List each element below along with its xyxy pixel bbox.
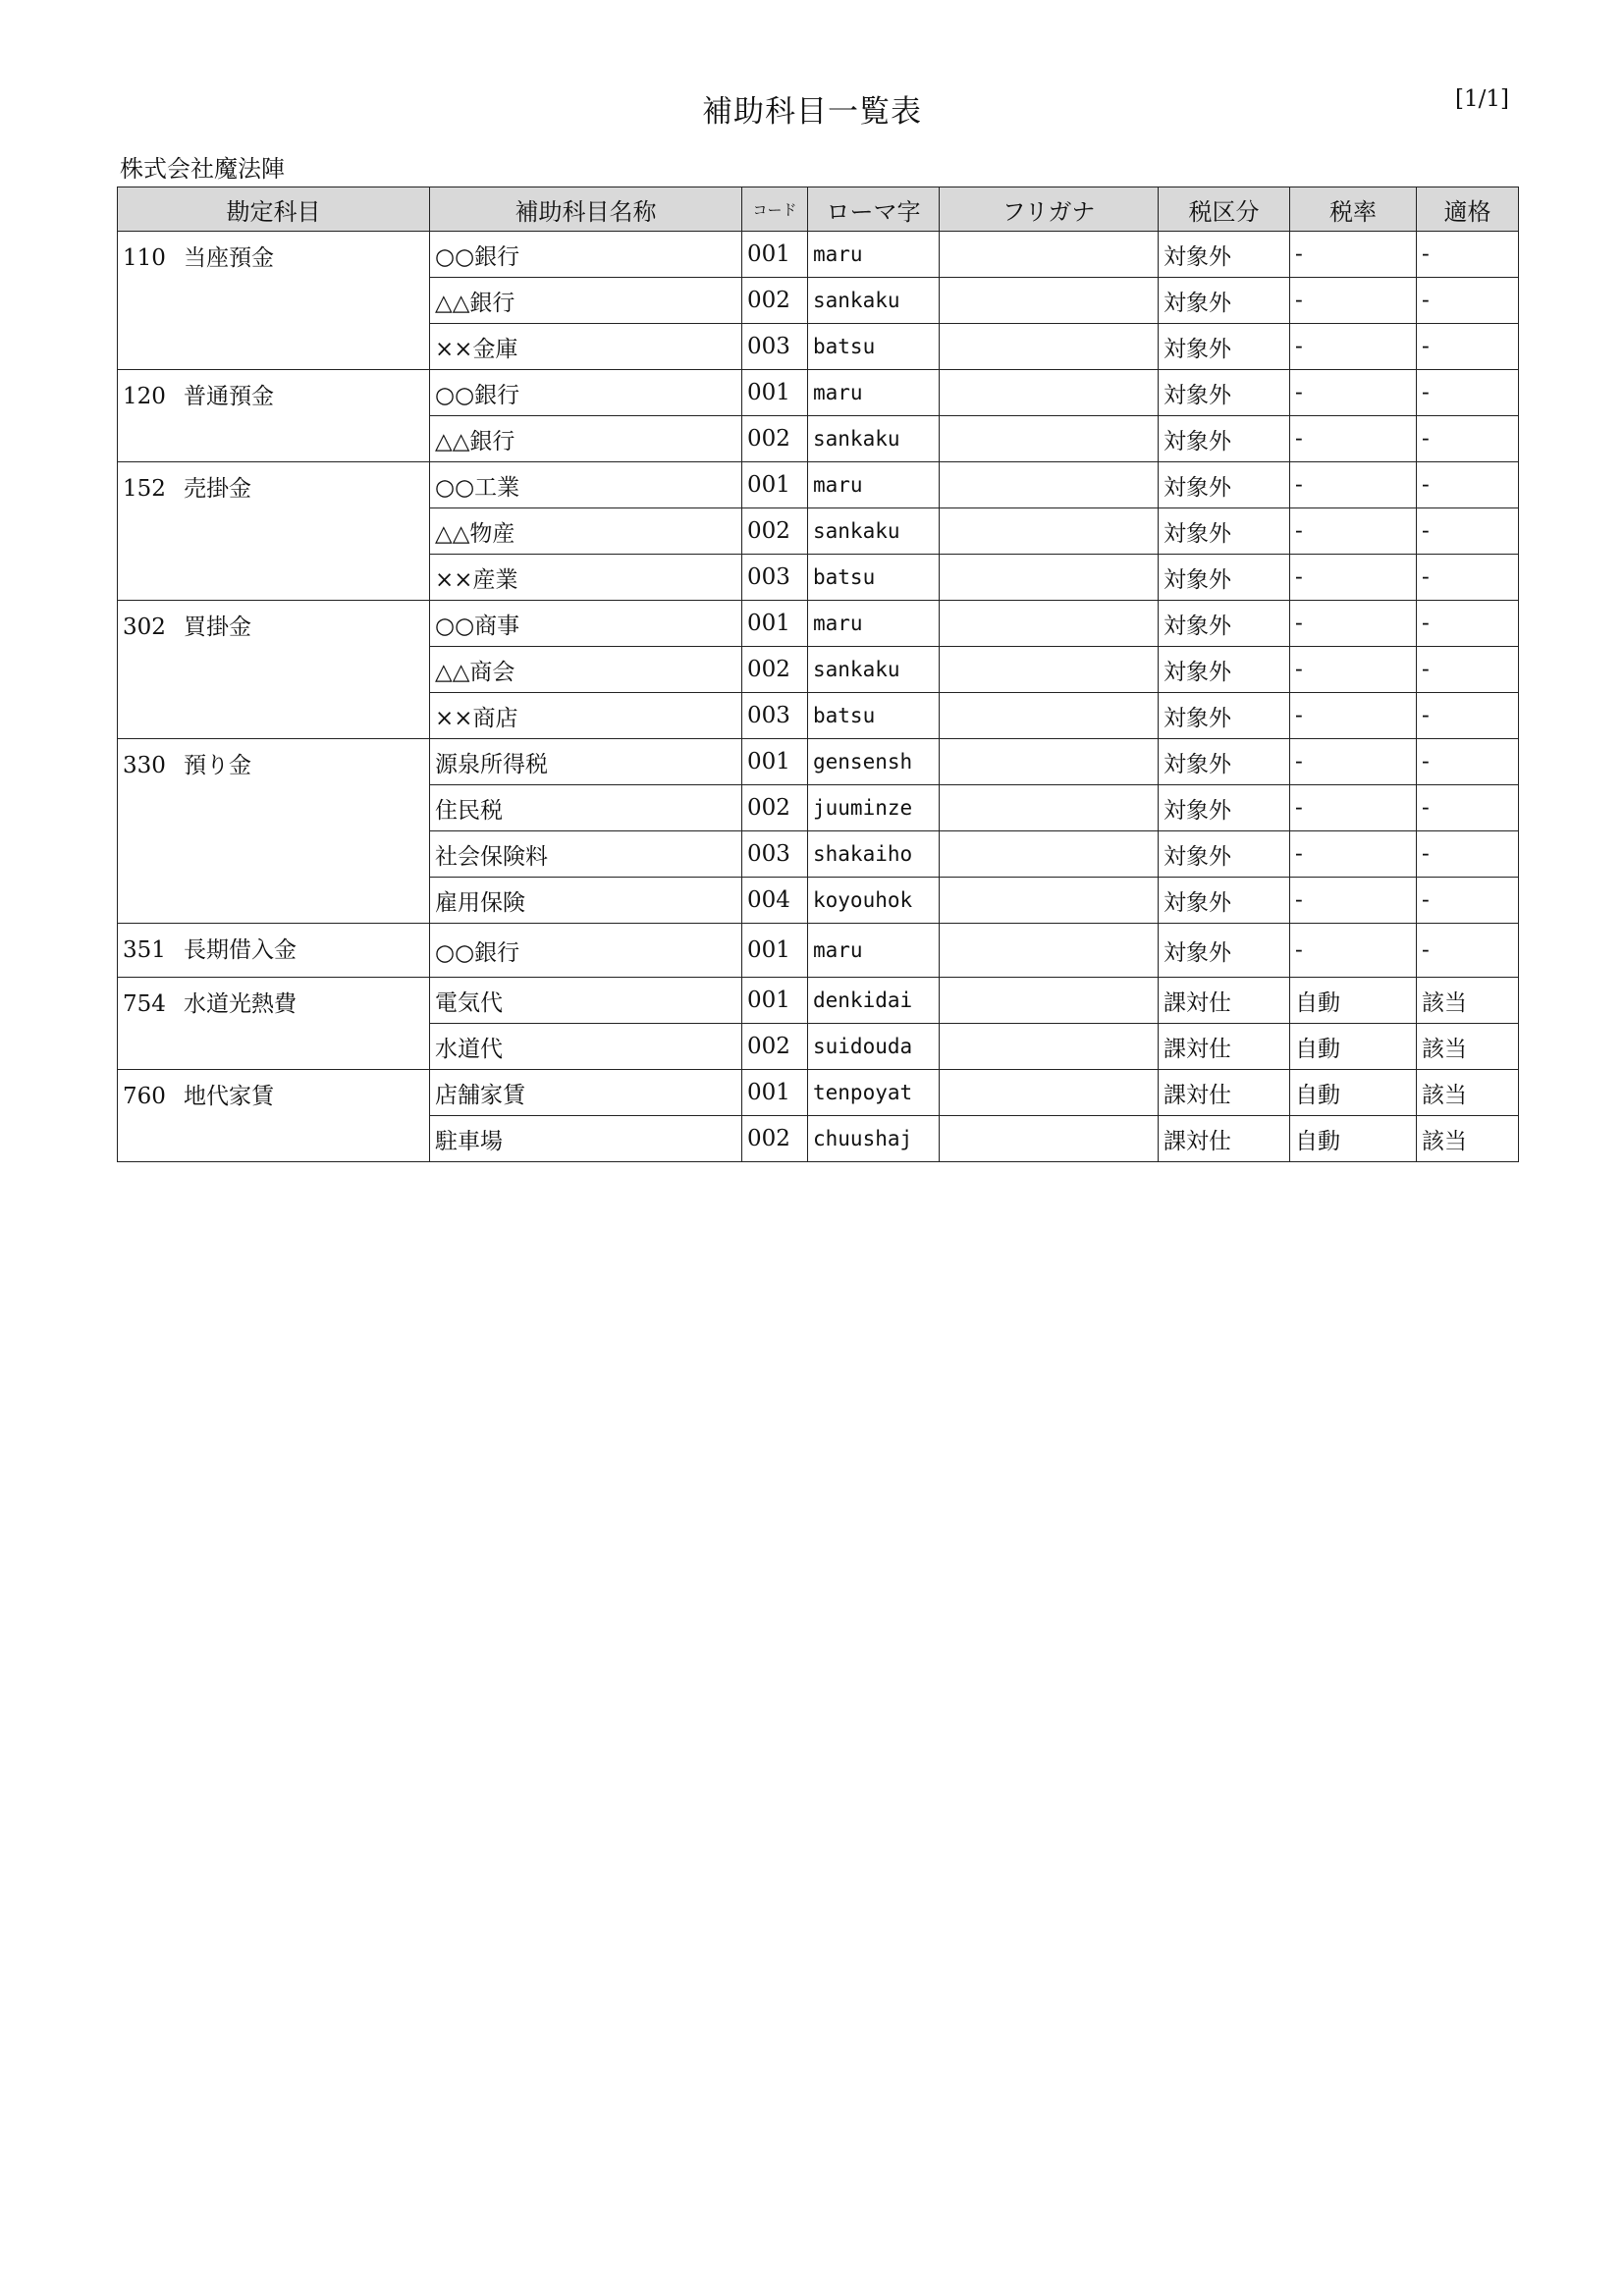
- sub-account-name: ○○銀行: [430, 232, 742, 278]
- account-cell: [118, 924, 430, 978]
- romaji-cell: sankaku: [808, 508, 940, 555]
- furigana-cell: [940, 878, 1159, 924]
- sub-account-name: △△銀行: [430, 278, 742, 324]
- table-row: [118, 739, 1519, 785]
- table-body: [118, 232, 1519, 1162]
- header-row: [118, 187, 1519, 232]
- account-cell: [118, 232, 430, 370]
- eligible-cell: -: [1417, 555, 1519, 601]
- sub-account-code: 004: [742, 878, 808, 924]
- account-cell: [118, 1070, 430, 1162]
- romaji-cell: sankaku: [808, 416, 940, 462]
- eligible-cell: 該当: [1417, 1070, 1519, 1116]
- sub-account-code: 002: [742, 278, 808, 324]
- table-row: [118, 978, 1519, 1024]
- account-name: 売掛金: [184, 476, 251, 502]
- sub-account-name: 住民税: [430, 785, 742, 831]
- sub-account-name: 社会保険料: [430, 831, 742, 878]
- tax-rate-cell: -: [1290, 739, 1417, 785]
- tax-rate-cell: -: [1290, 232, 1417, 278]
- tax-class-cell: 課対仕: [1159, 1024, 1290, 1070]
- sub-account-code: 001: [742, 739, 808, 785]
- sub-account-name: 店舗家賃: [430, 1070, 742, 1116]
- eligible-cell: -: [1417, 232, 1519, 278]
- romaji-cell: sankaku: [808, 278, 940, 324]
- eligible-cell: -: [1417, 785, 1519, 831]
- sub-account-name: ○○工業: [430, 462, 742, 508]
- sub-account-code: 002: [742, 647, 808, 693]
- tax-class-cell: 対象外: [1159, 785, 1290, 831]
- table-row: [118, 232, 1519, 278]
- tax-class-cell: 対象外: [1159, 831, 1290, 878]
- table-row: [118, 924, 1519, 978]
- romaji-cell: batsu: [808, 324, 940, 370]
- sub-account-code: 002: [742, 785, 808, 831]
- table-row: [118, 370, 1519, 416]
- eligible-cell: -: [1417, 508, 1519, 555]
- sub-account-name: △△銀行: [430, 416, 742, 462]
- tax-rate-cell: -: [1290, 555, 1417, 601]
- furigana-cell: [940, 1070, 1159, 1116]
- account-name: 水道光熱費: [184, 991, 297, 1017]
- tax-rate-cell: 自動: [1290, 978, 1417, 1024]
- eligible-cell: -: [1417, 416, 1519, 462]
- tax-class-cell: 対象外: [1159, 647, 1290, 693]
- sub-account-code: 001: [742, 232, 808, 278]
- eligible-cell: 該当: [1417, 1116, 1519, 1162]
- account-cell: [118, 462, 430, 601]
- eligible-cell: 該当: [1417, 978, 1519, 1024]
- eligible-cell: -: [1417, 370, 1519, 416]
- furigana-cell: [940, 924, 1159, 978]
- furigana-cell: [940, 324, 1159, 370]
- sub-account-code: 002: [742, 416, 808, 462]
- romaji-cell: tenpoyat: [808, 1070, 940, 1116]
- sub-account-name: ××産業: [430, 555, 742, 601]
- sub-account-code: 001: [742, 601, 808, 647]
- account-code: 110: [123, 245, 166, 271]
- sub-account-name: ××商店: [430, 693, 742, 739]
- tax-rate-cell: -: [1290, 278, 1417, 324]
- tax-class-cell: 対象外: [1159, 232, 1290, 278]
- tax-class-cell: 対象外: [1159, 370, 1290, 416]
- sub-account-code: 001: [742, 370, 808, 416]
- furigana-cell: [940, 416, 1159, 462]
- furigana-cell: [940, 785, 1159, 831]
- tax-class-cell: 課対仕: [1159, 1070, 1290, 1116]
- table-row: [118, 601, 1519, 647]
- romaji-cell: maru: [808, 601, 940, 647]
- header-romaji: ローマ字: [808, 187, 940, 232]
- furigana-cell: [940, 831, 1159, 878]
- sub-account-code: 002: [742, 1024, 808, 1070]
- page-title: 補助科目一覧表: [702, 94, 922, 130]
- romaji-cell: juuminze: [808, 785, 940, 831]
- tax-class-cell: 対象外: [1159, 278, 1290, 324]
- header-account: 勘定科目: [118, 187, 430, 232]
- sub-account-code: 001: [742, 462, 808, 508]
- sub-account-name: 電気代: [430, 978, 742, 1024]
- account-code: 330: [123, 753, 166, 778]
- tax-class-cell: 対象外: [1159, 416, 1290, 462]
- romaji-cell: maru: [808, 370, 940, 416]
- tax-class-cell: 対象外: [1159, 324, 1290, 370]
- tax-rate-cell: -: [1290, 416, 1417, 462]
- tax-rate-cell: -: [1290, 924, 1417, 978]
- header-sub-name: 補助科目名称: [430, 187, 742, 232]
- eligible-cell: -: [1417, 739, 1519, 785]
- romaji-cell: maru: [808, 924, 940, 978]
- account-name: 買掛金: [184, 614, 251, 640]
- company-name: 株式会社魔法陣: [120, 155, 285, 183]
- account-name: 地代家賃: [184, 1084, 274, 1109]
- eligible-cell: -: [1417, 878, 1519, 924]
- furigana-cell: [940, 555, 1159, 601]
- sub-account-code: 002: [742, 508, 808, 555]
- account-name: 長期借入金: [184, 937, 297, 963]
- account-code: 351: [123, 937, 166, 963]
- tax-rate-cell: -: [1290, 462, 1417, 508]
- header-furigana: フリガナ: [940, 187, 1159, 232]
- tax-rate-cell: -: [1290, 647, 1417, 693]
- tax-rate-cell: 自動: [1290, 1070, 1417, 1116]
- eligible-cell: -: [1417, 278, 1519, 324]
- account-cell: [118, 370, 430, 462]
- tax-class-cell: 対象外: [1159, 693, 1290, 739]
- header-tax-class: 税区分: [1159, 187, 1290, 232]
- furigana-cell: [940, 462, 1159, 508]
- romaji-cell: suidouda: [808, 1024, 940, 1070]
- tax-class-cell: 対象外: [1159, 462, 1290, 508]
- tax-rate-cell: 自動: [1290, 1024, 1417, 1070]
- furigana-cell: [940, 370, 1159, 416]
- tax-rate-cell: -: [1290, 601, 1417, 647]
- sub-account-code: 002: [742, 1116, 808, 1162]
- tax-rate-cell: -: [1290, 693, 1417, 739]
- sub-account-name: ○○銀行: [430, 370, 742, 416]
- sub-account-name: ○○銀行: [430, 924, 742, 978]
- tax-class-cell: 課対仕: [1159, 978, 1290, 1024]
- furigana-cell: [940, 978, 1159, 1024]
- sub-account-table: [117, 187, 1519, 1162]
- furigana-cell: [940, 601, 1159, 647]
- table-row: [118, 462, 1519, 508]
- romaji-cell: denkidai: [808, 978, 940, 1024]
- eligible-cell: -: [1417, 693, 1519, 739]
- tax-class-cell: 対象外: [1159, 508, 1290, 555]
- account-code: 152: [123, 476, 166, 502]
- sub-account-name: △△物産: [430, 508, 742, 555]
- furigana-cell: [940, 508, 1159, 555]
- romaji-cell: sankaku: [808, 647, 940, 693]
- sub-account-name: △△商会: [430, 647, 742, 693]
- table-row: [118, 1070, 1519, 1116]
- tax-rate-cell: -: [1290, 370, 1417, 416]
- sub-account-code: 001: [742, 978, 808, 1024]
- furigana-cell: [940, 278, 1159, 324]
- tax-class-cell: 対象外: [1159, 739, 1290, 785]
- tax-rate-cell: -: [1290, 785, 1417, 831]
- tax-class-cell: 対象外: [1159, 924, 1290, 978]
- romaji-cell: koyouhok: [808, 878, 940, 924]
- sub-account-name: 雇用保険: [430, 878, 742, 924]
- eligible-cell: -: [1417, 601, 1519, 647]
- furigana-cell: [940, 1116, 1159, 1162]
- romaji-cell: maru: [808, 232, 940, 278]
- romaji-cell: gensensh: [808, 739, 940, 785]
- eligible-cell: -: [1417, 831, 1519, 878]
- sub-account-code: 003: [742, 555, 808, 601]
- account-code: 302: [123, 614, 166, 640]
- account-cell: [118, 739, 430, 924]
- eligible-cell: -: [1417, 324, 1519, 370]
- romaji-cell: maru: [808, 462, 940, 508]
- eligible-cell: -: [1417, 647, 1519, 693]
- tax-class-cell: 対象外: [1159, 601, 1290, 647]
- account-cell: [118, 978, 430, 1070]
- tax-rate-cell: -: [1290, 508, 1417, 555]
- sub-account-code: 001: [742, 1070, 808, 1116]
- romaji-cell: batsu: [808, 693, 940, 739]
- romaji-cell: batsu: [808, 555, 940, 601]
- account-code: 760: [123, 1084, 166, 1109]
- tax-rate-cell: -: [1290, 324, 1417, 370]
- tax-class-cell: 課対仕: [1159, 1116, 1290, 1162]
- furigana-cell: [940, 647, 1159, 693]
- furigana-cell: [940, 232, 1159, 278]
- furigana-cell: [940, 1024, 1159, 1070]
- account-code: 120: [123, 384, 166, 409]
- account-code: 754: [123, 991, 166, 1017]
- eligible-cell: 該当: [1417, 1024, 1519, 1070]
- sub-account-name: 水道代: [430, 1024, 742, 1070]
- tax-class-cell: 対象外: [1159, 878, 1290, 924]
- tax-rate-cell: -: [1290, 831, 1417, 878]
- page-indicator: [1/1]: [1455, 86, 1509, 112]
- tax-rate-cell: -: [1290, 878, 1417, 924]
- sub-account-name: ××金庫: [430, 324, 742, 370]
- romaji-cell: shakaiho: [808, 831, 940, 878]
- romaji-cell: chuushaj: [808, 1116, 940, 1162]
- tax-class-cell: 対象外: [1159, 555, 1290, 601]
- header-tax-rate: 税率: [1290, 187, 1417, 232]
- account-name: 預り金: [184, 753, 251, 778]
- eligible-cell: -: [1417, 924, 1519, 978]
- sub-account-code: 001: [742, 924, 808, 978]
- header-eligible: 適格: [1417, 187, 1519, 232]
- furigana-cell: [940, 693, 1159, 739]
- sub-account-name: ○○商事: [430, 601, 742, 647]
- account-name: 普通預金: [184, 384, 274, 409]
- sub-account-name: 源泉所得税: [430, 739, 742, 785]
- sub-account-code: 003: [742, 324, 808, 370]
- account-cell: [118, 601, 430, 739]
- tax-rate-cell: 自動: [1290, 1116, 1417, 1162]
- account-name: 当座預金: [184, 245, 274, 271]
- eligible-cell: -: [1417, 462, 1519, 508]
- sub-account-code: 003: [742, 831, 808, 878]
- sub-account-code: 003: [742, 693, 808, 739]
- header-code: コード: [742, 187, 808, 232]
- furigana-cell: [940, 739, 1159, 785]
- sub-account-name: 駐車場: [430, 1116, 742, 1162]
